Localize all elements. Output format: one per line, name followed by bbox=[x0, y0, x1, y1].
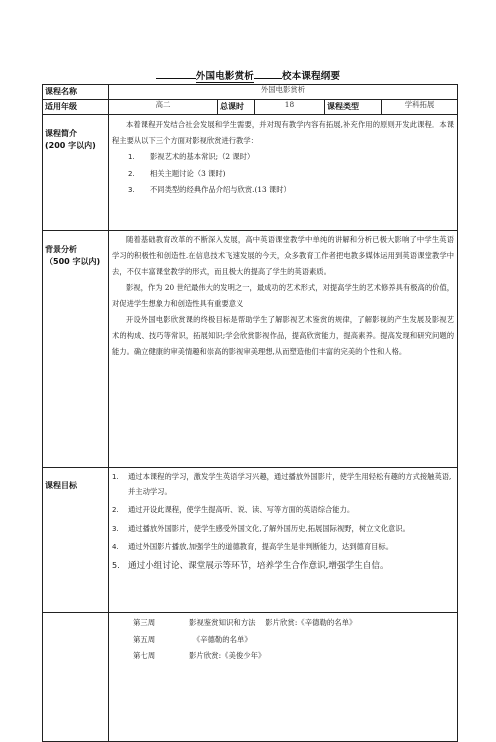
value-type: 学科拓展 bbox=[382, 100, 458, 115]
schedule-label-cell bbox=[43, 613, 109, 742]
label-type: 课程类型 bbox=[325, 100, 382, 115]
row-grade bbox=[43, 100, 458, 115]
label-intro-cell bbox=[43, 115, 109, 231]
label-intro-sub: (200 字以内) bbox=[45, 141, 96, 150]
schedule-row: 第七周 影片欣赏:《美俊少年》 bbox=[133, 651, 266, 660]
title-blank-left bbox=[156, 69, 196, 79]
intro-item: 3. 不同类型的经典作品介绍与欣赏.(13 课时） bbox=[128, 185, 291, 194]
label-goals-cell bbox=[43, 468, 109, 613]
label-goals: 课程目标 bbox=[45, 481, 77, 490]
row-background bbox=[43, 231, 458, 468]
title-suffix: 校本课程纲要 bbox=[282, 71, 341, 82]
label-hours: 总课时 bbox=[218, 100, 255, 115]
value-grade: 高二 bbox=[109, 100, 218, 115]
background-content bbox=[109, 231, 458, 468]
label-background: 背景分析 bbox=[45, 245, 77, 254]
label-course-name: 课程名称 bbox=[43, 85, 109, 100]
syllabus-table bbox=[42, 84, 458, 742]
label-intro: 课程简介 bbox=[45, 129, 77, 138]
page-title bbox=[0, 68, 496, 82]
label-background-cell bbox=[43, 231, 109, 468]
schedule-row: 第三周 影视鉴赏知识和方法 影片欣赏:《辛德勒的名单》 bbox=[133, 618, 357, 627]
goal-item: 2. 通过开设此课程，使学生提高听、说、读、写等方面的英语综合能力。 bbox=[112, 505, 355, 514]
intro-text: 本着课程开发结合社会发展和学生需要，并对现有教学内容有拓展,补充作用的原则开发此课程．本课程主要从以下三个方面对影视欣赏进行教学： bbox=[112, 120, 455, 145]
intro-item: 1. 影视艺术的基本常识;（2 课时） bbox=[128, 152, 255, 161]
background-paragraph: 随着基础教育改革的不断深入发展，高中英语课堂教学中单纯的讲解和分析已极大影响了中学生英语学习的积极性和创造性.在信息技术飞速发展的今天，众多教育工作者把电教多媒体运用到英语课堂教学中去，不仅丰富课堂教学的形式，而且极大的提高了学生的英语素质。 bbox=[112, 235, 455, 276]
title-blank-right bbox=[254, 69, 282, 79]
title-course-name: 外国电影赏析 bbox=[195, 71, 254, 82]
schedule-row: 第五周 《辛德勒的名单》 bbox=[133, 634, 252, 644]
label-grade: 适用年级 bbox=[43, 100, 109, 115]
row-intro bbox=[43, 115, 458, 231]
intro-item: 2. 相关主题讨论（3 课时) bbox=[128, 168, 226, 178]
goals-list bbox=[112, 470, 454, 573]
goal-item: 5. 通过小组讨论、课堂展示等环节，培养学生合作意识,增强学生自信。 bbox=[112, 560, 389, 571]
background-paragraph: 开设外国电影欣赏课的终极目标是帮助学生了解影视艺术鉴赏的规律，了解影视的产生发展及影视艺术的构成、技巧等常识，拓展知识;学会欣赏影视作品，提高欣赏能力，提高素养。提高发现和研究问题的能力。确立健康的审美情趣和崇高的影视审美理想,从而塑造他们丰富的完美的个性和人格。 bbox=[112, 315, 455, 356]
background-paragraph: 影视，作为 20 世纪最伟大的发明之一，最成功的艺术形式，对提高学生的艺术修养具有极高的价值，对促进学生想象力和创造性具有重要意义 bbox=[112, 283, 455, 308]
label-background-sub: （500 字以内) bbox=[45, 257, 101, 266]
intro-content bbox=[109, 115, 458, 231]
row-goals bbox=[43, 468, 458, 613]
schedule-content bbox=[109, 613, 458, 742]
goal-item: 4. 通过外国影片播放,加强学生的道德教育，提高学生是非判断能力，达到德育目标。 bbox=[112, 542, 394, 551]
goal-item: 3. 通过播放外国影片，使学生感受外国文化,了解外国历史,拓展国际视野，树立文化意识。 bbox=[112, 523, 410, 533]
value-hours: 18 bbox=[255, 100, 325, 115]
value-course-name: 外国电影赏析 bbox=[109, 85, 458, 100]
row-schedule bbox=[43, 613, 458, 742]
intro-list bbox=[112, 149, 454, 199]
row-course-name bbox=[43, 85, 458, 100]
goals-content bbox=[109, 468, 458, 613]
goal-item: 1. 通过本课程的学习，激发学生英语学习兴趣，通过播放外国影片，使学生用轻松有趣的方式接触英语,并主动学习。 bbox=[112, 472, 452, 496]
